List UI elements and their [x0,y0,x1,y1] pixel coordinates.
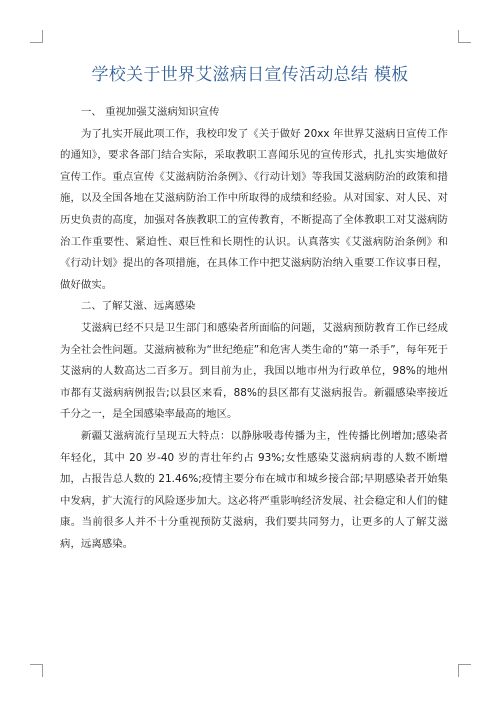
section-heading-2: 二、了解艾滋、远离感染 [81,300,196,313]
crop-mark-top-right [458,30,471,43]
section-1-paragraph-1: 为了扎实开展此项工作，我校印发了《关于做好 20xx 年世界艾滋病日宣传工作的通知》，要求各部门结合实际，采取教职工喜闻乐见的宣传形式，扎扎实实地做好宣传工作。重点宣传《艾滋病防治条例》、《行动计划》等我国艾滋病防治的政策和措施，以及全国各地在艾滋病防治工作中所取得的成绩和经验。从对国家、对人民、对历史负责的高度，加强对各族教职工的宣传教育，不断提高了全体教职工对艾滋病防治工作重要性、紧迫性、艰巨性和长期性的认识。认真落实《艾滋病防治条例》和《行动计划》提出的各项措施，在具体工作中把艾滋病防治纳入重要工作议事日程，做好做实。 [60,127,448,291]
crop-mark-bottom-left [30,664,43,677]
section-heading-1: 一、 重视加强艾滋病知识宣传 [81,106,220,118]
crop-mark-bottom-right [458,664,471,677]
crop-mark-top-left [30,30,43,43]
document-title: 学校关于世界艾滋病日宣传活动总结 模板 [91,65,409,85]
section-2-paragraph-1: 艾滋病已经不只是卫生部门和感染者所面临的问题，艾滋病预防教育工作已经成为全社会性问题。艾滋病被称为“世纪绝症”和危害人类生命的“第一杀手”，每年死于艾滋病的人数高达二百多万。到目前为止，我国以地市州为行政单位，98%的地州市都有艾滋病病例报告;以县区来看，88%的县区都有艾滋病报告。新疆感染率接近千分之一，是全国感染率最高的地区。 [60,321,448,421]
document-body [60,102,448,555]
section-2-paragraph-2: 新疆艾滋病流行呈现五大特点：以静脉吸毒传播为主，性传播比例增加;感染者年轻化，其中 20 岁-40 岁的青壮年约占 93%;女性感染艾滋病病毒的人数不断增加，占报告总人数的 21.46%;疫情主要分布在城市和城乡接合部;早期感染者开始集中发病，扩大流行的风险逐步加大。这必将严重影响经济发展、社会稳定和人们的健康。当前很多人并不十分重视预防艾滋病，我们要共同努力，让更多的人了解艾滋病，远离感染。 [60,429,448,550]
